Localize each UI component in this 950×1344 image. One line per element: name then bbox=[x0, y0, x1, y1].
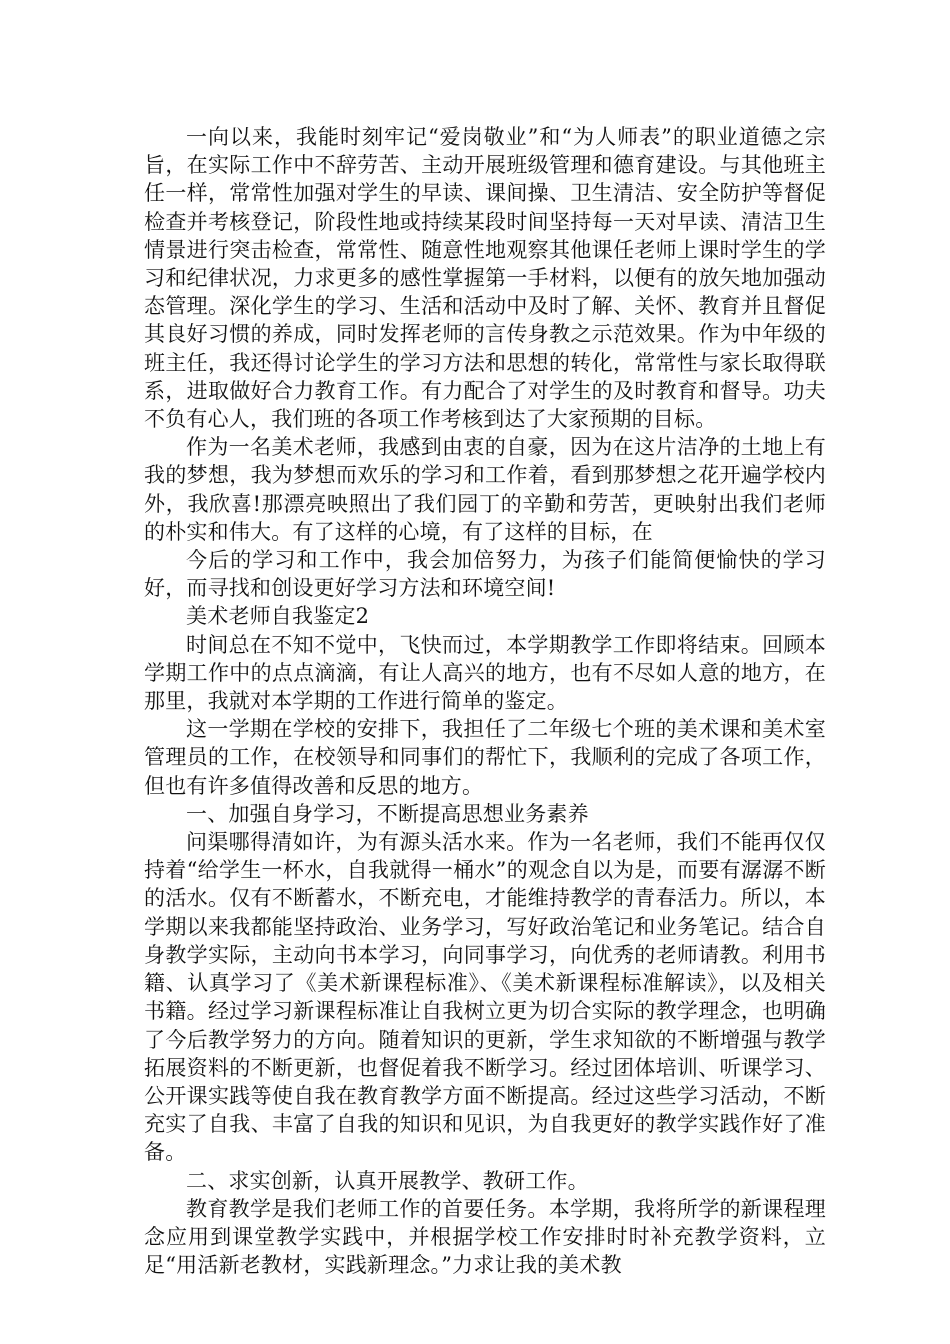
paragraph-art-teacher-pride: 作为一名美术老师，我感到由衷的自豪，因为在这片洁净的土地上有我的梦想，我为梦想而欢乐的学习和工作着，看到那梦想之花开遍学校内外，我欣喜!那漂亮映照出了我们园丁的辛勤和劳苦，更映射出我们老师的朴实和伟大。有了这样的心境，有了这样的目标，在 bbox=[144, 435, 826, 544]
section-title-self-assessment-2: 美术老师自我鉴定2 bbox=[186, 604, 370, 629]
paragraph-teaching-practice: 教育教学是我们老师工作的首要任务。本学期，我将所学的新课程理念应用到课堂教学实践中，并根据学校工作安排时时补充教学资料，立足“用活新老教材，实践新理念。”力求让我的美术教 bbox=[144, 1196, 826, 1278]
heading-teaching-research: 二、求实创新，认真开展教学、教研工作。 bbox=[186, 1168, 589, 1193]
paragraph-assignment: 这一学期在学校的安排下，我担任了二年级七个班的美术课和美术室管理员的工作，在校领导和同事们的帮忙下，我顺利的完成了各项工作，但也有许多值得改善和反思的地方。 bbox=[144, 717, 826, 798]
document-body bbox=[144, 123, 826, 1279]
heading-self-study: 一、加强自身学习，不断提高思想业务素养 bbox=[186, 801, 589, 826]
paragraph-continuous-learning: 问渠哪得清如许，为有源头活水来。作为一名老师，我们不能再仅仅持着“给学生一杯水，自我就得一桶水”的观念自以为是，而要有潺潺不断的活水。仅有不断蓄水，不断充电，才能维持教学的青春活力。所以，本学期以来我都能坚持政治、业务学习，写好政治笔记和业务笔记。结合自身教学实际，主动向书本学习，向同事学习，向优秀的老师请教。利用书籍、认真学习了《美术新课程标准》、《美术新课程标准解读》，以及相关书籍。经过学习新课程标准让自我树立更为切合实际的教学理念，也明确了今后教学努力的方向。随着知识的更新，学生求知欲的不断增强与教学拓展资料的不断更新，也督促着我不断学习。经过团体培训、听课学习、公开课实践等使自我在教育教学方面不断提高。经过这些学习活动，不断充实了自我、丰富了自我的知识和见识，为自我更好的教学实践作好了准备。 bbox=[144, 830, 826, 1165]
paragraph-semester-review: 时间总在不知不觉中，飞快而过，本学期教学工作即将结束。回顾本学期工作中的点点滴滴，有让人高兴的地方，也有不尽如人意的地方，在那里，我就对本学期的工作进行简单的鉴定。 bbox=[144, 632, 826, 714]
paragraph-class-management: 一向以来，我能时刻牢记“爱岗敬业”和“为人师表”的职业道德之宗旨，在实际工作中不辞劳苦、主动开展班级管理和德育建设。与其他班主任一样，常常性加强对学生的早读、课间操、卫生清洁、安全防护等督促检查并考核登记，阶段性地或持续某段时间坚持每一天对早读、清洁卫生情景进行突击检查，常常性、随意性地观察其他课任老师上课时学生的学习和纪律状况，力求更多的感性掌握第一手材料，以便有的放矢地加强动态管理。深化学生的学习、生活和活动中及时了解、关怀、教育并且督促其良好习惯的养成，同时发挥老师的言传身教之示范效果。作为中年级的班主任，我还得讨论学生的学习方法和思想的转化，常常性与家长取得联系，进取做好合力教育工作。有力配合了对学生的及时教育和督导。功夫不负有心人，我们班的各项工作考核到达了大家预期的目标。 bbox=[144, 125, 826, 432]
paragraph-future-effort: 今后的学习和工作中，我会加倍努力，为孩子们能简便愉快的学习好，而寻找和创设更好学习方法和环境空间! bbox=[144, 548, 826, 601]
